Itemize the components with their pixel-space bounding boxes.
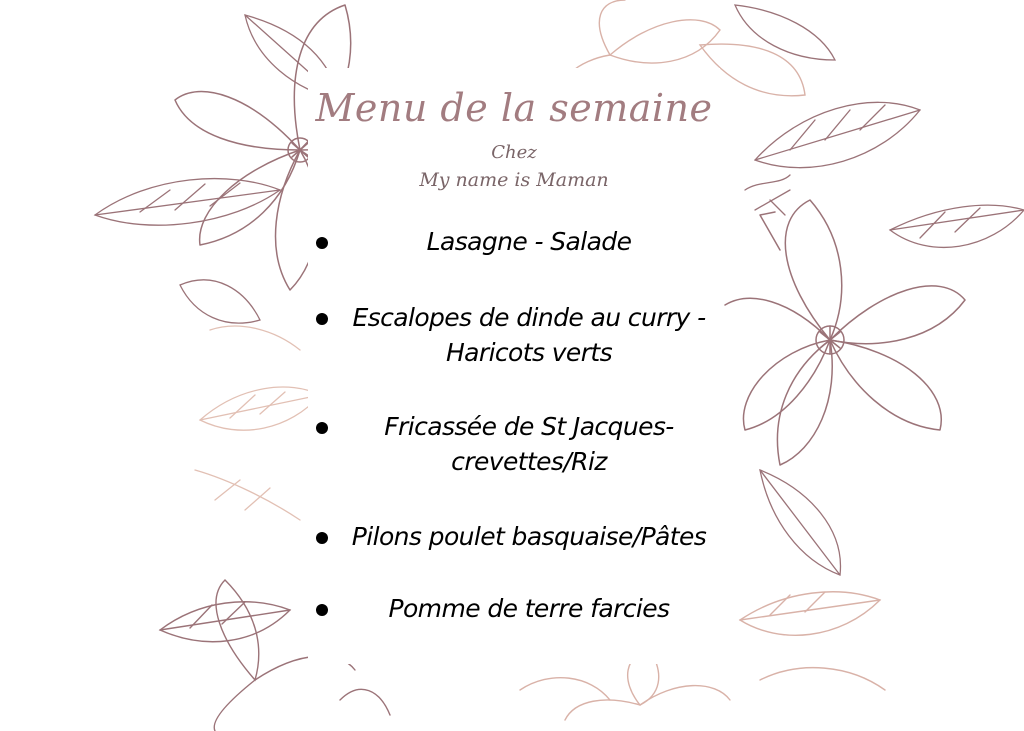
menu-title: Menu de la semaine — [315, 86, 713, 130]
menu-host-name: My name is Maman — [419, 169, 609, 191]
dish-text: Pilons poulet basquaise/Pâtes — [351, 522, 707, 551]
leaves-top-left — [95, 15, 340, 323]
leaves-left-light — [195, 326, 320, 520]
dish-text: Fricassée de St Jacques- — [384, 412, 674, 441]
dish-text-line2: Haricots verts — [445, 338, 613, 367]
dish-text: Pomme de terre farcies — [388, 594, 670, 623]
bullet-icon — [316, 313, 328, 325]
menu-subtitle-chez: Chez — [491, 142, 537, 163]
bullet-icon — [316, 422, 328, 434]
dish-text: Lasagne - Salade — [426, 227, 632, 256]
dish-text-line2: crevettes/Riz — [451, 447, 607, 476]
leaves-top-right — [735, 5, 920, 215]
menu-card — [308, 68, 720, 664]
bullet-icon — [316, 532, 328, 544]
bullet-icon — [316, 237, 328, 249]
dish-text: Escalopes de dinde au curry - — [352, 303, 706, 332]
flower-right — [725, 200, 965, 465]
bullet-icon — [316, 604, 328, 616]
leaves-right — [760, 205, 1024, 575]
